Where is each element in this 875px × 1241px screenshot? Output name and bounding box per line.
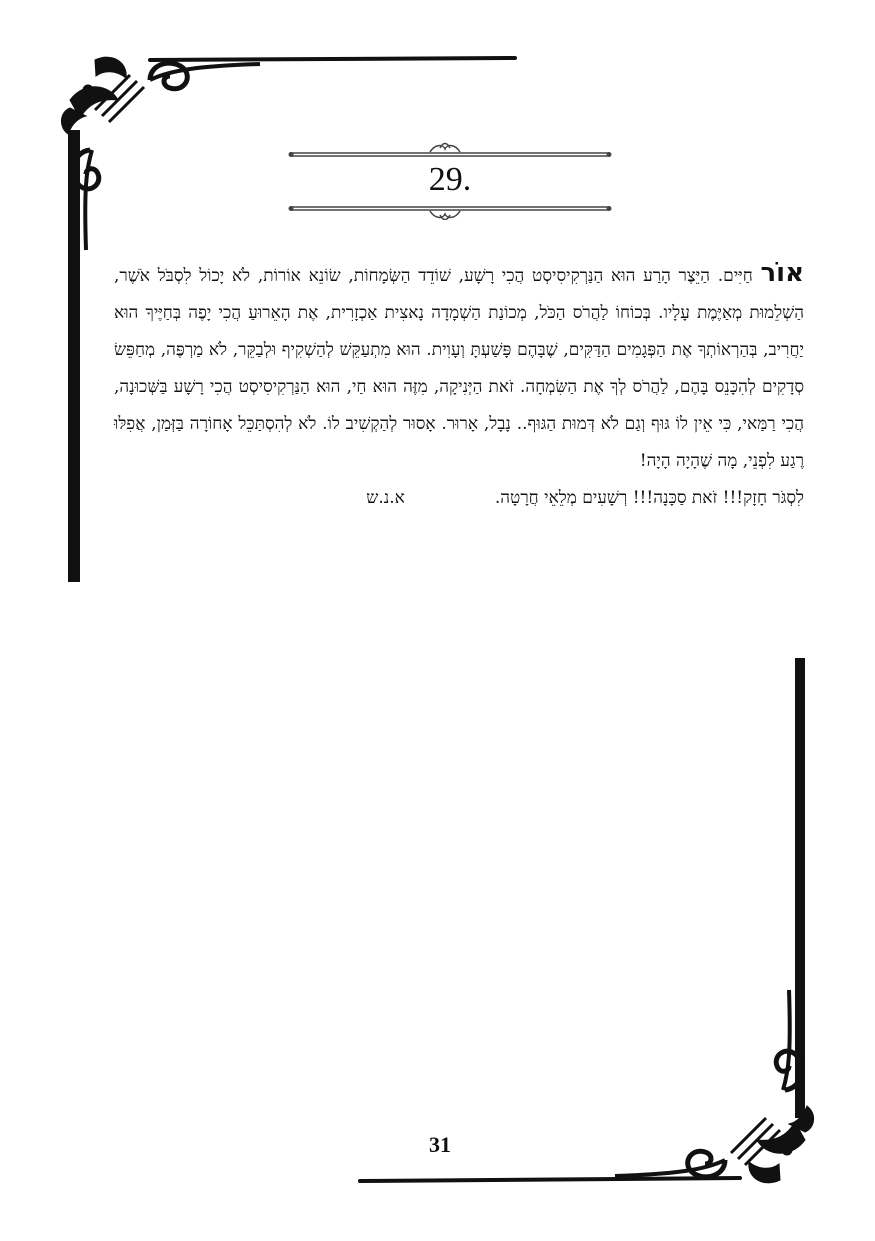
page-number: 31 bbox=[429, 1132, 451, 1157]
paragraph-text: חַיִּים. הַיֵּצֶר הָרַע הוּא הַנַּרְקִיסִיסְט הֲכִי רָשָׁע, שׁוֹדֵד הַשְּׂמָחוֹת, שׂוֹנֵא אוֹרוֹת, לֹא יָכוֹל לִסְבֹּל אֹשֶׁר, הַשְׁלֵמוּת מְאַיֶּמֶת עָלָיו. בְּכוֹחוֹ לַהֲרֹס הַכֹּל, מְכוֹנַת הַשְׁמָדָה נָאצִית אַכְזָרִית, אֶת הָאֵרוּעַ הֲכִי יָפֶה בְּחַיֶּיךָ הוּא יַחֲרִיב, בְּהַרְאוֹתְךָ אֶת הַפְּגָמִים הַדַּקִּים, שֶׁבָּהֶם פָּשַׁעְתָּ וְעָוִית. הוּא מִתְעַקֵּשׁ לְהַשְׁקִיף וּלְבַקֵּר, לֹא מַרְפֶּה, מְחַפֵּשׂ סְדָקִים לְהִכָּנֵס בָּהֶם, לַהֲרֹס לְךָ אֶת הַשִּׂמְחָה. זֹאת הַיְּנִיקָה, מִזֶּה הוּא חַי, הוּא הַנַּרְקִיסִיסְט הֲכִי רָשָׁע בַּשְּׁכוּנָה, הֲכִי רַמַּאי, כִּי אֵין לוֹ גּוּף וְגַם לֹא דְּמוּת הַגּוּף.. נָבָל, אָרוּר. אָסוּר לְהַקְשִׁיב לוֹ. לֹא לְהִסְתַּכֵּל אָחוֹרָה בַּזְּמַן, אֲפִלּוּ רֶגַע לִפְנֵי, מָה שֶׁהָיָה הָיָה! bbox=[114, 266, 804, 471]
closing-sentence: לִסְגֹּר חָזָק!!! זֹאת סַכָּנָה!!! רְשָׁעִים מְלֵאֵי חֲרָטָה. bbox=[494, 488, 804, 508]
bottom-right-corner-ornament bbox=[615, 990, 814, 1183]
author-signature: א.נ.ש bbox=[366, 488, 405, 508]
body-paragraph bbox=[114, 255, 804, 517]
closing-line bbox=[114, 480, 804, 517]
chapter-number: 29. bbox=[428, 161, 472, 198]
top-left-corner-ornament bbox=[61, 57, 260, 250]
chapter-heading bbox=[285, 140, 615, 220]
opening-word: אוֹר bbox=[760, 258, 804, 288]
